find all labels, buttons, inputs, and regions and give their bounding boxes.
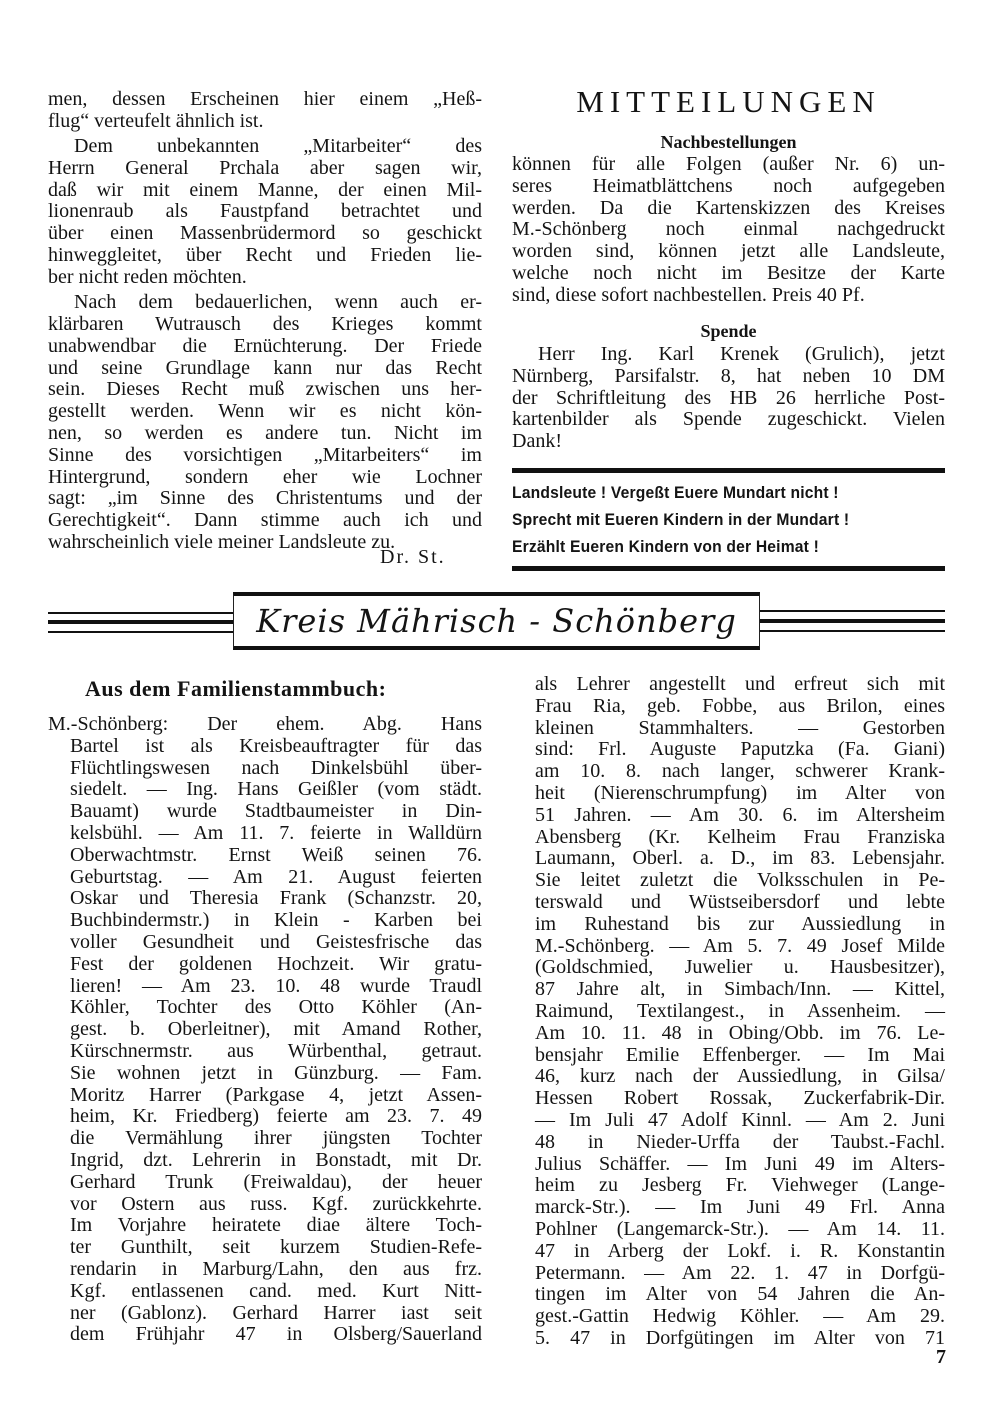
paragraph [48,136,482,289]
text-line: vor Ostern aus russ. Kgf. zurückkehrte. [70,1192,482,1215]
text-line: Ingrid, dzt. Lehrerin in Bonstadt, mit Dr. [70,1148,482,1171]
spende-text [512,344,945,453]
text-line: Laumann, Oberl. a. D., im 83. Lebensjahr. [535,847,945,870]
text-line: Herr Ing. Karl Krenek (Grulich), jetzt [538,343,945,365]
slogan-line: Sprecht mit Eueren Kindern in der Mundart ! [512,510,850,529]
text-line: Gerechtigkeit“. Dann stimme auch ich und [48,509,482,532]
banner-rule-right [760,619,945,623]
text-line: Julius Schäffer. — Im Juni 49 im Alters- [535,1152,945,1175]
text-line: am 10. 8. nach langer, schwerer Krank- [535,760,945,783]
banner-rule-left [48,631,233,633]
text-line: wahrscheinlich viele meiner Landsleute zu. [48,530,396,553]
text-line: sagt: „im Sinne des Christentums und der [48,487,482,510]
banner-rule-right [760,610,945,612]
text-line: dem Frühjahr 47 in Olsberg/Sauerland [70,1323,482,1346]
text-line: Nach dem bedauerlichen, wenn auch er- [74,291,482,314]
banner-rule-right [760,630,945,632]
text-line: terswald und Wüstseibersdorf und lebte [535,890,945,913]
text-line: und seine Grundlage kann nur das Recht [48,356,482,379]
text-line: worden sind, können jetzt alle Landsleute, [512,240,945,263]
text-line: rendarin in Marburg/Lahn, den aus frz. [70,1257,482,1280]
text-line: sind, diese sofort nachbestellen. Preis 40 Pf. [512,283,865,306]
text-line: Moritz Harrer (Parkgase 4, jetzt Assen- [70,1083,482,1106]
text-line: gest.-Gattin Hedwig Köhler. — Am 29. [535,1305,945,1328]
text-line: 87 Jahre alt, in Simbach/Inn. — Kittel, [535,978,945,1001]
text-line: M.-Schönberg. — Am 5. 7. 49 Josef Milde [535,934,945,957]
text-line: der Schriftleitung des HB 26 herrliche Post- [512,386,945,409]
text-line: 51 Jahren. — Am 30. 6. im Altersheim [535,803,945,826]
text-line: tingen im Alter von 54 Jahren die An- [535,1283,945,1306]
text-line: gestellt werden. Wenn wir es nicht kön- [48,400,482,423]
text-line: klärbaren Wutrausch des Krieges kommt [48,312,482,335]
mitteilungen-title: MITTEILUNGEN [576,84,881,119]
text-line: bensjahr Emilie Effenberger. — Im Mai [535,1043,945,1066]
text-line: Am 10. 11. 48 in Obing/Obb. im 76. Le- [535,1021,945,1044]
text-line: Dem unbekannten „Mitarbeiter“ des [74,135,482,158]
text-line: voller Gesundheit und Geistesfrische das [70,930,482,953]
text-line: hinweggleitet, über Recht und Frieden lie- [48,244,482,267]
text-line: Geburtstag. — Am 21. August feierten [70,865,482,888]
text-line: Oskar und Theresia Frank (Schanzstr. 20, [70,887,482,910]
text-line: im Ruhestand bis zur Aussiedlung in [535,912,945,935]
text-line: Hessen Robert Rossak, Zuckerfabrik-Dir. [535,1087,945,1110]
text-line: Kürschnermstr. aus Würbenthal, getraut. [70,1039,482,1062]
text-line: 47 in Arberg der Lokf. i. R. Konstantin [535,1239,945,1262]
section-banner [233,592,760,650]
text-line: Herrn General Prchala aber sagen wir, [48,156,482,179]
slogan-line: Landsleute ! Vergeßt Euere Mundart nicht ! [512,483,839,502]
text-line: kleinen Stammhalters. — Gestorben [535,716,945,739]
paragraph [48,89,482,133]
text-line: Hintergrund, sondern eher wie Lochner [48,465,482,488]
text-line: Bauamt) wurde Stadtbaumeister in Din- [70,800,482,823]
slogan-line: Erzählt Eueren Kindern von der Heimat ! [512,537,820,556]
text-line: Raimund, Textilangest., in Assenheim. — [535,999,945,1022]
text-line: können für alle Folgen (außer Nr. 6) un- [512,153,945,175]
text-line: sind: Frl. Auguste Paputzka (Fa. Giani) [535,738,945,761]
nachbestellungen-text [512,154,945,307]
text-line: Frau Ria, geb. Fobbe, aus Brilon, eines [535,694,945,717]
text-line: 5. 47 in Dorfgütingen im Alter von 71 [535,1326,945,1349]
text-line: Bartel ist als Kreisbeauftragter für das [70,734,482,757]
text-line: Oberwachtmstr. Ernst Weiß seinen 76. [70,843,482,866]
text-line: Pohlner (Langemarck-Str.). — Am 14. 11. [535,1217,945,1240]
familienstammbuch-heading: Aus dem Familienstammbuch: [85,676,387,701]
text-line: M.-Schönberg noch einmal nachgedruckt [512,218,945,241]
text-line: unabwendbar die Ernüchterung. Der Friede [48,334,482,357]
signature: Dr. St. [380,546,446,568]
text-line: Dank! [512,430,562,453]
text-line: sein. Dieses Recht muß zwischen uns her- [48,378,482,401]
text-line: marck-Str.). — Im Juni 49 Frl. Anna [535,1196,945,1219]
paragraph [48,292,482,554]
text-line: gest. b. Oberleitner), mit Amand Rother, [70,1018,482,1041]
text-line: (Goldschmied, Juwelier u. Hausbesitzer), [535,956,945,979]
text-line: Kgf. entlassenen cand. med. Kurt Nitt- [70,1279,482,1302]
familienstammbuch-right-text [535,674,945,1350]
text-line: Im Vorjahre heiratete diae ältere Toch- [70,1214,482,1237]
text-line: lieren! — Am 23. 10. 48 wurde Traudl [70,974,482,997]
text-line: — Im Juli 47 Adolf Kinnl. — Am 2. Juni [535,1108,945,1131]
text-line: Flüchtlingswesen nach Dinkelsbühl über- [70,756,482,779]
text-line: 48 in Nieder-Urffa der Taubst.-Fachl. [535,1130,945,1153]
text-line: heim, Kr. Friedberg) feierte am 23. 7. 49 [70,1105,482,1128]
text-line: kartenbilder als Spende zugeschickt. Vielen [512,408,945,431]
text-line: Nürnberg, Parsifalstr. 8, hat neben 10 DM [512,364,945,387]
text-line: flug“ verteufelt ähnlich ist. [48,109,264,132]
text-line: Sie leitet zuletzt die Volksschulen in Pe- [535,869,945,892]
text-line: seres Heimatblättchens noch aufgegeben [512,174,945,197]
text-line: über einen Massenbrüdermord so geschickt [48,222,482,245]
text-line: Gerhard Trunk (Freiwaldau), der heuer [70,1170,482,1193]
text-line: men, dessen Erscheinen hier einem „Heß- [48,88,482,110]
text-line: kelsbühl. — Am 11. 7. feierte in Walldürn [70,821,482,844]
spende-heading: Spende [700,321,757,341]
text-line: lionenraub als Faustpfand betrachtet und [48,200,482,223]
text-line: Sie wohnen jetzt in Günzburg. — Fam. [70,1061,482,1084]
page-number: 7 [936,1346,946,1368]
text-line: ter Gunthilt, seit kurzem Studien-Refe- [70,1236,482,1259]
text-line: nen, so werden es andere tun. Nicht im [48,421,482,444]
text-line: Köhler, Tochter des Otto Köhler (An- [70,996,482,1019]
divider-rule [512,468,945,473]
text-line: werden. Da die Kartenskizzen des Kreises [512,196,945,219]
banner-rule-left [48,620,233,624]
text-line: Sinne des vorsichtigen „Mitarbeiters“ im [48,443,482,466]
text-line: welche noch nicht im Besitze der Karte [512,261,945,284]
text-line: die Vermählung ihrer jüngsten Tochter [70,1127,482,1150]
text-line: Buchbindermstr.) in Klein - Karben bei [70,909,482,932]
text-line: heim zu Jesberg Fr. Viehweger (Lange- [535,1174,945,1197]
text-line: ner (Gablonz). Gerhard Harrer iast seit [70,1301,482,1324]
text-line: 46, kurz nach der Aussiedlung, in Gilsa/ [535,1065,945,1088]
text-line: ber nicht reden möchten. [48,265,247,288]
nachbestellungen-heading: Nachbestellungen [660,132,797,152]
familienstammbuch-left-text [48,714,482,1346]
text-line: Fest der goldenen Hochzeit. Wir gratu- [70,952,482,975]
text-line: heit (Nierenschrumpfung) im Alter von [535,781,945,804]
banner-title: Kreis Mährisch - Schönberg [256,602,737,640]
banner-rule-left [48,612,233,614]
text-line: siedelt. — Ing. Hans Geißler (vom städt. [70,778,482,801]
text-line: Petermann. — Am 22. 1. 47 in Dorfgü- [535,1261,945,1284]
text-line: M.-Schönberg: Der ehem. Abg. Hans [48,713,482,735]
text-line: Abensberg (Kr. Kelheim Frau Franziska [535,825,945,848]
left-column-article [48,89,482,557]
text-line: als Lehrer angestellt und erfreut sich mit [535,673,945,695]
text-line: daß wir mit einem Manne, der einen Mil- [48,178,482,201]
divider-rule [512,566,945,571]
